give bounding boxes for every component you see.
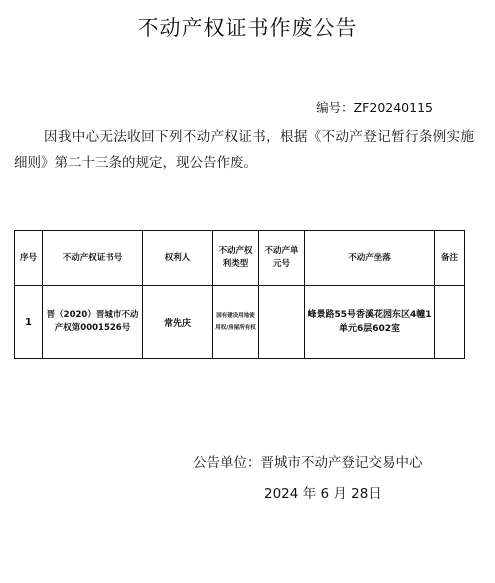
cell-remark [435, 286, 465, 359]
cell-index: 1 [15, 286, 43, 359]
cell-cert-no: 晋（2020）晋城市不动产权第0001526号 [43, 286, 143, 359]
header-index: 序号 [15, 231, 43, 286]
notice-body: 因我中心无法收回下列不动产权证书，根据《不动产登记暂行条例实施细则》第二十三条的规定，现公告作废。 [14, 129, 474, 171]
header-location: 不动产坐落 [305, 231, 435, 286]
header-cert-no: 不动产权证书号 [43, 231, 143, 286]
notice-number: 编号：ZF20240115 [316, 100, 433, 115]
issuing-organization: 公告单位：晋城市不动产登记交易中心 [193, 455, 423, 471]
header-remark: 备注 [435, 231, 465, 286]
certificate-table [14, 230, 465, 359]
header-unit-no: 不动产单元号 [259, 231, 305, 286]
cell-owner: 常先庆 [143, 286, 213, 359]
table-header-row [15, 231, 465, 286]
header-right-type: 不动产权利类型 [213, 231, 259, 286]
cell-location: 峰景路55号香溪花园东区4幢1单元6层602室 [305, 286, 435, 359]
header-owner: 权利人 [143, 231, 213, 286]
cell-unit-no [259, 286, 305, 359]
issue-date: 2024 年 6 月 28日 [264, 486, 382, 502]
notice-title: 不动产权证书作废公告 [137, 16, 358, 40]
cell-right-type: 国有建设用地使用权/房屋所有权 [213, 286, 259, 359]
table-row [15, 286, 465, 359]
